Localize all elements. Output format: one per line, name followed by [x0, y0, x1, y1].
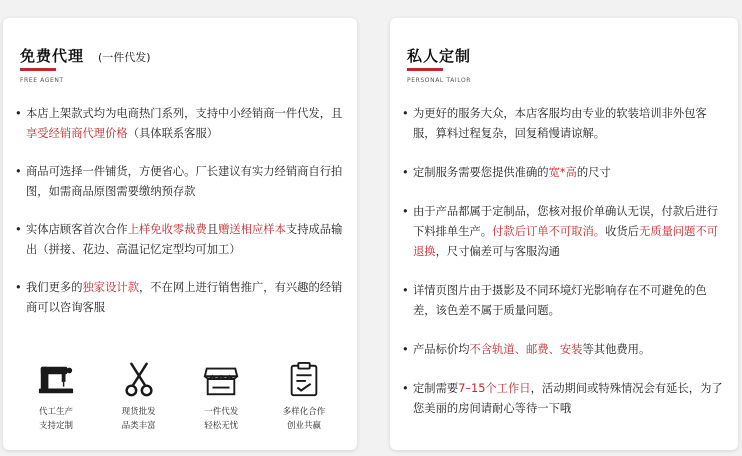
free-agent-title-en: FREE AGENT	[20, 77, 64, 84]
feature-wholesale	[100, 361, 178, 433]
free-agent-card	[3, 18, 357, 450]
title-accent-bar	[20, 68, 56, 71]
scissors-icon	[120, 361, 158, 399]
list-item: • 定制服务需要您提供准确的宽*高的尺寸	[402, 163, 728, 183]
personal-tailor-card	[390, 18, 738, 450]
list-item: • 商品可选择一件铺货，方便省心。厂长建议有实力经销商自行拍图，如需商品原图需要缴纳预存款	[15, 162, 347, 202]
feature-row	[17, 361, 343, 433]
list-item: • 为更好的服务大众，本店客服均由专业的软装培训非外包客服，算料过程复杂，回复稍慢请谅解。	[402, 104, 728, 144]
feature-label: 现货批发 品类丰富	[121, 407, 156, 431]
personal-tailor-title-row	[407, 45, 471, 66]
personal-tailor-list	[402, 104, 728, 438]
feature-cooperation	[265, 361, 343, 433]
checklist-icon	[285, 361, 323, 399]
feature-oem	[17, 361, 95, 433]
list-item: • 产品标价均不含轨道、邮费、安装等其他费用。	[402, 340, 728, 360]
feature-label: 一件代发 轻松无忧	[204, 407, 239, 431]
list-item: • 定制需要7–15个工作日，活动期间或特殊情况会有延长，为了您美丽的房间请耐心等待一下哦	[402, 379, 728, 419]
sewing-machine-icon	[37, 361, 75, 399]
title-accent-bar	[407, 68, 443, 71]
free-agent-subtitle: (一件代发)	[98, 51, 151, 64]
feature-label: 多样化合作 创业共赢	[282, 407, 326, 431]
personal-tailor-title: 私人定制	[407, 47, 472, 65]
personal-tailor-title-en: PERSONAL TAILOR	[407, 77, 472, 84]
free-agent-title: 免费代理	[20, 47, 85, 65]
list-item: • 本店上架款式均为电商热门系列，支持中小经销商一件代发，且享受经销商代理价格（具体联系客服）	[15, 104, 347, 144]
list-item: • 实体店顾客首次合作上样免收零裁费且赠送相应样本支持成品输出（拼接、花边、高温记忆定型均可加工）	[15, 220, 347, 260]
list-item: • 详情页图片由于摄影及不同环境灯光影响存在不可避免的色差，该色差不属于质量问题。	[402, 281, 728, 321]
free-agent-list	[15, 104, 347, 336]
feature-label: 代工生产 支持定制	[38, 407, 73, 431]
feature-dropship	[182, 361, 260, 433]
free-agent-title-row	[20, 45, 151, 66]
list-item: • 由于产品都属于定制品，您核对报价单确认无误，付款后进行下料排单生产。付款后订单不可取消。收货后无质量问题不可退换，尺寸偏差可与客服沟通	[402, 202, 728, 262]
list-item: • 我们更多的独家设计款，不在网上进行销售推广，有兴趣的经销商可以咨询客服	[15, 278, 347, 318]
storefront-icon	[202, 361, 240, 399]
